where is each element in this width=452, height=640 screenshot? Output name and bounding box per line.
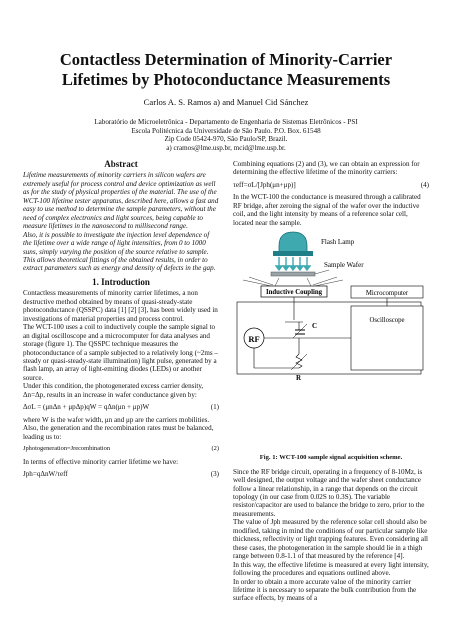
affiliation xyxy=(20,118,432,152)
intro-paragraph: where W is the wafer width, μn and μp are the carriers mobilities. xyxy=(23,415,210,424)
equation-3-body: Jph=qΔnW/τeff xyxy=(23,469,68,478)
intro-paragraph: Also, the generation and the recombination rates must be balanced, leading us to: xyxy=(23,424,214,441)
body-paragraph: In the WCT-100 the conductance is measured through a calibrated RF bridge, after zeroing the signal of the wafer over the inductive coil, and the light intensity by means of a reference solar cell, located near the sample. xyxy=(233,193,421,227)
equation-4-body: τeff=σL/[Jph(μn+μp)] xyxy=(233,180,296,189)
authors: Carlos A. S. Ramos a) and Manuel Cid Sánchez xyxy=(143,97,309,107)
light-rays xyxy=(243,277,343,286)
equation-3-number: (3) xyxy=(210,469,219,478)
resistor-icon xyxy=(296,354,302,368)
resistor-label: R xyxy=(296,374,302,383)
right-column xyxy=(233,160,429,603)
flash-lamp-label: Flash Lamp xyxy=(321,238,355,247)
title-line-2: Lifetimes by Photoconductance Measurements xyxy=(61,70,391,89)
rf-label: RF xyxy=(248,334,260,345)
intro-paragraph: Under this condition, the photogenerated excess carrier density, Δn=Δp, results in an increase in wafer conductance given by: xyxy=(23,382,204,399)
figure-caption: Fig. 1: WCT-100 sample signal acquisition scheme. xyxy=(259,454,403,462)
body-paragraph: The value of Jph measured by the reference solar cell should also be modified, taking in mind the conditions of our particular sample like thickness, reflectivity or light trapping features. Even considering all these cases, the photogeneration in the sample should lie in a thigh range between 0.8-1.1 of that measured by the reference [4]. xyxy=(233,518,429,561)
abstract-heading: Abstract xyxy=(104,159,138,169)
sample-wafer xyxy=(271,272,315,276)
microcomputer-label: Microcomputer xyxy=(365,290,409,298)
body-paragraph: Combining equations (2) and (3), we can obtain an expression for determining the effective lifetime of the minority carriers: xyxy=(233,160,420,177)
equation-3 xyxy=(23,470,219,478)
figure-1 xyxy=(233,230,429,452)
equation-2-number: (2) xyxy=(211,445,219,453)
equation-4-number: (4) xyxy=(420,180,429,189)
introduction-heading: 1. Introduction xyxy=(92,276,150,287)
title-line-1: Contactless Determination of Minority-Carrier xyxy=(59,50,393,69)
body-paragraph: In this way, the effective lifetime is measured at every light intensity, following the procedures and equations outlined above. xyxy=(233,560,429,578)
body-paragraph: Since the RF bridge circuit, operating in a frequency of 8-10Mz, is well designed, the output voltage and the wafer sheet conductance follow a linear relationship, in a range that depends on the circuit topology (in our case from 0.02S to 0.3S). The variable resistor/capacitor are used to balance the bridge to zero, prior to the measurements. xyxy=(233,467,425,518)
inductive-coupling-label: Inductive Coupling xyxy=(265,289,323,297)
equation-2-body: Jphotogeneration=Jrecombination xyxy=(23,445,111,453)
paper-title xyxy=(20,50,432,90)
flash-lamp-icon xyxy=(273,232,313,270)
left-column xyxy=(23,160,219,482)
affiliation-line: Zip Code 05424-970, São Paulo/SP, Brazil. xyxy=(164,135,288,144)
body-paragraph: In order to obtain a more accurate value of the minority carrier lifetime it is necessary to separate the bulk contribution from the surface effects, by means of a xyxy=(233,577,417,603)
affiliation-line: Laboratório de Microeletrônica - Departamento de Engenharia de Sistemas Eletrônicos - PSI xyxy=(94,118,358,126)
setup-diagram xyxy=(233,230,429,452)
affiliation-line: Escola Politécnica da Universidade de São Paulo. P.O. Box. 61548 xyxy=(131,126,321,135)
oscilloscope-box xyxy=(351,306,423,370)
sample-wafer-label: Sample Wafer xyxy=(324,261,364,270)
capacitor-label: C xyxy=(312,322,318,331)
equation-1-body: ΔσL = (μnΔn + μpΔp)qW = qΔn(μn + μp)W xyxy=(23,403,150,412)
abstract-paragraph: Lifetime measurements of minority carriers in silicon wafers are extremely useful for process control and device optimization as well as for the study of physical properties of the material. The use of the WCT-100 lifetime tester apparatus, described here, allows a fast and easy to use method to determine the sample parameters, without the need of complex electronics and light sources, being capable to measure lifetimes in the nanosecond to millisecond range. xyxy=(23,171,219,231)
equation-2 xyxy=(23,445,219,453)
intro-paragraph: In terms of effective minority carrier lifetime we have: xyxy=(23,457,179,466)
equation-4 xyxy=(233,181,429,189)
intro-paragraph: Contactless measurements of minority carrier lifetimes, a non destructive method obtained by means of quasi-steady-state photoconductance (QSSPC) data [1] [2] [3], has been widely used in investigations of material properties and process control. xyxy=(23,289,218,323)
equation-1 xyxy=(23,403,219,411)
abstract-paragraph: Also, it is possible to investigate the injection level dependence of the lifetime over a wide range of light intensities, from 0 to 1000 suns, simply varying the position of the source relative to sample. This allows theoretical fittings of the obtained results, in order to extract parameters such as energy and density of defects in the gap. xyxy=(23,230,216,273)
affiliation-line: a) cramos@lme.usp.br, mcid@lme.usp.br. xyxy=(166,143,286,152)
oscilloscope-label: Oscilloscope xyxy=(369,317,405,325)
equation-1-number: (1) xyxy=(210,403,219,412)
intro-paragraph: The WCT-100 uses a coil to inductively couple the sample signal to an digital oscilloscope and a microcomputer for data analyses and storage (figure 1). The QSSPC technique measures the photoconductance of a sample subjected to a relatively long (~2ms – steady or quasi-steady-state illumination) light pulse, generated by a flash lamp, an array of light-emitting diodes (LEDs) or another source. xyxy=(23,323,218,382)
